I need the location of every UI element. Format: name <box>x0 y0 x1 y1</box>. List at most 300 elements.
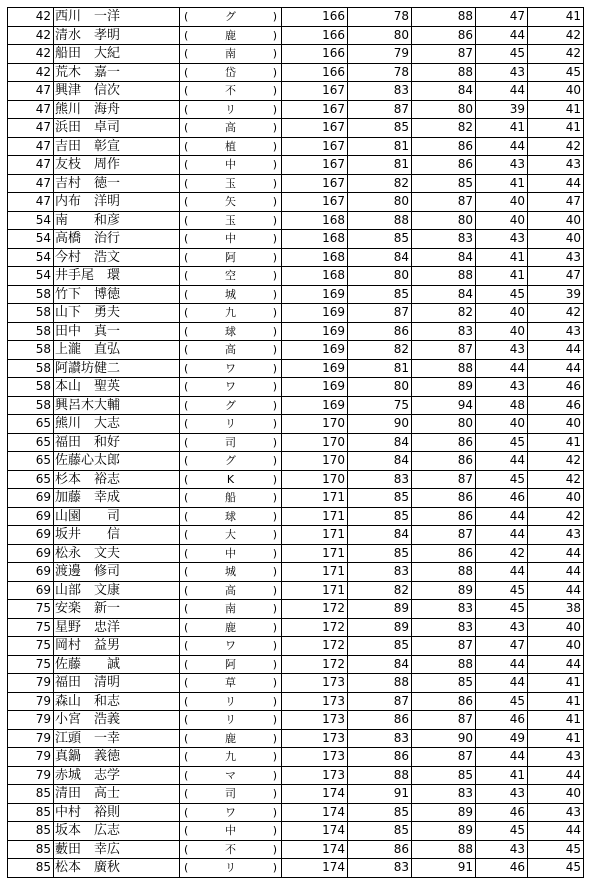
rank-cell: 75 <box>8 637 54 656</box>
close-paren: ) <box>272 10 277 24</box>
score-a-cell: 82 <box>348 174 412 193</box>
score-d-cell: 40 <box>528 489 584 508</box>
rank-cell: 42 <box>8 45 54 64</box>
score-b-cell: 86 <box>412 156 476 175</box>
open-paren: ( <box>184 10 189 24</box>
score-c-cell: 44 <box>476 507 528 526</box>
team-cell <box>180 119 282 138</box>
team-cell <box>180 26 282 45</box>
score-a-cell: 86 <box>348 840 412 859</box>
team-cell <box>180 507 282 526</box>
table-row <box>8 674 584 693</box>
open-paren: ( <box>184 361 189 375</box>
rank-cell: 47 <box>8 156 54 175</box>
player-name-cell: 熊川 海舟 <box>54 100 180 119</box>
open-paren: ( <box>184 491 189 505</box>
score-d-cell: 42 <box>528 26 584 45</box>
open-paren: ( <box>184 509 189 523</box>
close-paren: ) <box>272 47 277 61</box>
score-d-cell: 45 <box>528 840 584 859</box>
team-cell <box>180 285 282 304</box>
score-b-cell: 88 <box>412 563 476 582</box>
score-b-cell: 86 <box>412 452 476 471</box>
team-abbrev: 城 <box>225 287 236 301</box>
table-row <box>8 618 584 637</box>
player-name-cell: 田中 真一 <box>54 322 180 341</box>
score-a-cell: 82 <box>348 341 412 360</box>
rank-cell: 54 <box>8 248 54 267</box>
team-abbrev: 草 <box>225 676 236 690</box>
open-paren: ( <box>184 528 189 542</box>
score-d-cell: 41 <box>528 711 584 730</box>
score-b-cell: 88 <box>412 840 476 859</box>
score-a-cell: 80 <box>348 267 412 286</box>
rank-cell: 79 <box>8 748 54 767</box>
total-cell: 169 <box>282 285 348 304</box>
open-paren: ( <box>184 139 189 153</box>
team-cell <box>180 267 282 286</box>
total-cell: 169 <box>282 378 348 397</box>
rank-cell: 79 <box>8 711 54 730</box>
score-c-cell: 46 <box>476 489 528 508</box>
open-paren: ( <box>184 28 189 42</box>
score-b-cell: 86 <box>412 26 476 45</box>
total-cell: 170 <box>282 433 348 452</box>
rank-cell: 47 <box>8 82 54 101</box>
team-cell <box>180 711 282 730</box>
score-d-cell: 44 <box>528 655 584 674</box>
score-d-cell: 46 <box>528 378 584 397</box>
team-cell <box>180 63 282 82</box>
rank-cell: 58 <box>8 378 54 397</box>
player-name-cell: 福田 清明 <box>54 674 180 693</box>
rank-cell: 85 <box>8 840 54 859</box>
total-cell: 167 <box>282 193 348 212</box>
score-d-cell: 45 <box>528 63 584 82</box>
rank-cell: 47 <box>8 137 54 156</box>
score-a-cell: 81 <box>348 156 412 175</box>
total-cell: 171 <box>282 581 348 600</box>
open-paren: ( <box>184 121 189 135</box>
score-b-cell: 86 <box>412 489 476 508</box>
open-paren: ( <box>184 343 189 357</box>
team-cell <box>180 174 282 193</box>
score-b-cell: 86 <box>412 433 476 452</box>
table-row <box>8 507 584 526</box>
score-c-cell: 46 <box>476 803 528 822</box>
player-name-cell: 高橋 治行 <box>54 230 180 249</box>
open-paren: ( <box>184 472 189 486</box>
score-c-cell: 39 <box>476 100 528 119</box>
close-paren: ) <box>272 250 277 264</box>
close-paren: ) <box>272 139 277 153</box>
close-paren: ) <box>272 546 277 560</box>
player-name-cell: 山下 勇夫 <box>54 304 180 323</box>
rank-cell: 47 <box>8 119 54 138</box>
close-paren: ) <box>272 565 277 579</box>
team-abbrev: リ <box>225 861 236 875</box>
score-b-cell: 89 <box>412 378 476 397</box>
team-cell <box>180 600 282 619</box>
score-b-cell: 88 <box>412 8 476 27</box>
rank-cell: 79 <box>8 692 54 711</box>
player-name-cell: 阿讃坊健二 <box>54 359 180 378</box>
score-c-cell: 46 <box>476 711 528 730</box>
player-name-cell: 渡邊 修司 <box>54 563 180 582</box>
rank-cell: 58 <box>8 341 54 360</box>
score-a-cell: 85 <box>348 285 412 304</box>
team-abbrev: グ <box>225 454 236 468</box>
team-abbrev: グ <box>225 398 236 412</box>
player-name-cell: 岡村 益男 <box>54 637 180 656</box>
open-paren: ( <box>184 84 189 98</box>
total-cell: 173 <box>282 711 348 730</box>
team-cell <box>180 8 282 27</box>
team-cell <box>180 156 282 175</box>
close-paren: ) <box>272 602 277 616</box>
team-abbrev: 不 <box>225 842 236 856</box>
score-c-cell: 42 <box>476 544 528 563</box>
team-abbrev: 岱 <box>225 65 236 79</box>
team-abbrev: 高 <box>225 583 236 597</box>
score-c-cell: 45 <box>476 692 528 711</box>
rank-cell: 47 <box>8 193 54 212</box>
close-paren: ) <box>272 676 277 690</box>
team-abbrev: 矢 <box>225 195 236 209</box>
score-c-cell: 40 <box>476 211 528 230</box>
close-paren: ) <box>272 713 277 727</box>
score-c-cell: 45 <box>476 45 528 64</box>
team-abbrev: ワ <box>225 380 236 394</box>
team-abbrev: 南 <box>225 602 236 616</box>
close-paren: ) <box>272 657 277 671</box>
score-a-cell: 84 <box>348 526 412 545</box>
team-cell <box>180 378 282 397</box>
table-row <box>8 8 584 27</box>
team-cell <box>180 692 282 711</box>
table-row <box>8 526 584 545</box>
total-cell: 174 <box>282 785 348 804</box>
rank-cell: 47 <box>8 100 54 119</box>
score-b-cell: 87 <box>412 193 476 212</box>
close-paren: ) <box>272 583 277 597</box>
score-a-cell: 85 <box>348 803 412 822</box>
score-a-cell: 85 <box>348 489 412 508</box>
score-c-cell: 44 <box>476 137 528 156</box>
score-c-cell: 45 <box>476 822 528 841</box>
score-a-cell: 82 <box>348 581 412 600</box>
total-cell: 167 <box>282 100 348 119</box>
player-name-cell: 友枝 周作 <box>54 156 180 175</box>
rank-cell: 42 <box>8 63 54 82</box>
player-name-cell: 浜田 卓司 <box>54 119 180 138</box>
team-abbrev: 阿 <box>225 250 236 264</box>
score-a-cell: 86 <box>348 748 412 767</box>
score-c-cell: 43 <box>476 378 528 397</box>
total-cell: 166 <box>282 26 348 45</box>
score-b-cell: 85 <box>412 174 476 193</box>
team-cell <box>180 729 282 748</box>
open-paren: ( <box>184 250 189 264</box>
team-cell <box>180 470 282 489</box>
close-paren: ) <box>272 435 277 449</box>
team-cell <box>180 248 282 267</box>
open-paren: ( <box>184 639 189 653</box>
rank-cell: 69 <box>8 526 54 545</box>
score-c-cell: 44 <box>476 748 528 767</box>
score-d-cell: 44 <box>528 563 584 582</box>
player-name-cell: 安楽 新一 <box>54 600 180 619</box>
total-cell: 168 <box>282 267 348 286</box>
score-a-cell: 80 <box>348 26 412 45</box>
open-paren: ( <box>184 824 189 838</box>
score-c-cell: 44 <box>476 26 528 45</box>
player-name-cell: 荒木 嘉一 <box>54 63 180 82</box>
player-name-cell: 清田 高士 <box>54 785 180 804</box>
team-abbrev: 植 <box>225 139 236 153</box>
score-c-cell: 40 <box>476 415 528 434</box>
team-abbrev: 鹿 <box>225 731 236 745</box>
score-table <box>7 7 584 878</box>
score-b-cell: 87 <box>412 637 476 656</box>
total-cell: 167 <box>282 119 348 138</box>
total-cell: 167 <box>282 137 348 156</box>
table-row <box>8 785 584 804</box>
score-d-cell: 43 <box>528 156 584 175</box>
open-paren: ( <box>184 787 189 801</box>
score-d-cell: 43 <box>528 526 584 545</box>
close-paren: ) <box>272 213 277 227</box>
open-paren: ( <box>184 398 189 412</box>
score-a-cell: 84 <box>348 655 412 674</box>
score-a-cell: 83 <box>348 563 412 582</box>
score-b-cell: 83 <box>412 230 476 249</box>
close-paren: ) <box>272 195 277 209</box>
close-paren: ) <box>272 306 277 320</box>
table-row <box>8 544 584 563</box>
score-c-cell: 45 <box>476 600 528 619</box>
player-name-cell: 興津 信次 <box>54 82 180 101</box>
close-paren: ) <box>272 343 277 357</box>
score-b-cell: 89 <box>412 822 476 841</box>
score-d-cell: 44 <box>528 174 584 193</box>
table-row <box>8 748 584 767</box>
score-b-cell: 82 <box>412 119 476 138</box>
score-b-cell: 82 <box>412 304 476 323</box>
score-d-cell: 43 <box>528 322 584 341</box>
team-cell <box>180 415 282 434</box>
open-paren: ( <box>184 713 189 727</box>
close-paren: ) <box>272 176 277 190</box>
team-cell <box>180 803 282 822</box>
team-cell <box>180 193 282 212</box>
player-name-cell: 森山 和志 <box>54 692 180 711</box>
rank-cell: 58 <box>8 285 54 304</box>
rank-cell: 69 <box>8 507 54 526</box>
open-paren: ( <box>184 47 189 61</box>
team-abbrev: リ <box>225 417 236 431</box>
total-cell: 174 <box>282 840 348 859</box>
total-cell: 167 <box>282 174 348 193</box>
close-paren: ) <box>272 620 277 634</box>
team-abbrev: 鹿 <box>225 620 236 634</box>
score-c-cell: 41 <box>476 766 528 785</box>
team-abbrev: 中 <box>225 232 236 246</box>
score-a-cell: 89 <box>348 618 412 637</box>
player-name-cell: 熊川 大志 <box>54 415 180 434</box>
score-c-cell: 43 <box>476 785 528 804</box>
score-c-cell: 44 <box>476 563 528 582</box>
team-cell <box>180 637 282 656</box>
player-name-cell: 杉本 裕志 <box>54 470 180 489</box>
score-b-cell: 88 <box>412 655 476 674</box>
team-cell <box>180 137 282 156</box>
close-paren: ) <box>272 454 277 468</box>
team-cell <box>180 341 282 360</box>
close-paren: ) <box>272 287 277 301</box>
score-b-cell: 80 <box>412 100 476 119</box>
score-a-cell: 75 <box>348 396 412 415</box>
total-cell: 173 <box>282 748 348 767</box>
close-paren: ) <box>272 694 277 708</box>
open-paren: ( <box>184 65 189 79</box>
score-d-cell: 41 <box>528 729 584 748</box>
rank-cell: 42 <box>8 8 54 27</box>
score-d-cell: 42 <box>528 45 584 64</box>
score-a-cell: 87 <box>348 692 412 711</box>
close-paren: ) <box>272 842 277 856</box>
score-c-cell: 47 <box>476 637 528 656</box>
score-c-cell: 40 <box>476 322 528 341</box>
table-row <box>8 433 584 452</box>
score-b-cell: 88 <box>412 63 476 82</box>
close-paren: ) <box>272 528 277 542</box>
total-cell: 171 <box>282 563 348 582</box>
total-cell: 172 <box>282 600 348 619</box>
team-abbrev: 不 <box>225 84 236 98</box>
score-c-cell: 41 <box>476 267 528 286</box>
close-paren: ) <box>272 491 277 505</box>
open-paren: ( <box>184 435 189 449</box>
score-d-cell: 45 <box>528 859 584 878</box>
team-abbrev: 船 <box>225 491 236 505</box>
close-paren: ) <box>272 269 277 283</box>
score-c-cell: 45 <box>476 285 528 304</box>
rank-cell: 47 <box>8 174 54 193</box>
table-row <box>8 137 584 156</box>
score-d-cell: 44 <box>528 359 584 378</box>
table-row <box>8 637 584 656</box>
table-row <box>8 452 584 471</box>
score-b-cell: 87 <box>412 341 476 360</box>
score-b-cell: 84 <box>412 248 476 267</box>
score-d-cell: 38 <box>528 600 584 619</box>
team-cell <box>180 748 282 767</box>
total-cell: 170 <box>282 415 348 434</box>
rank-cell: 85 <box>8 822 54 841</box>
rank-cell: 75 <box>8 655 54 674</box>
close-paren: ) <box>272 398 277 412</box>
score-c-cell: 48 <box>476 396 528 415</box>
score-d-cell: 41 <box>528 8 584 27</box>
rank-cell: 69 <box>8 544 54 563</box>
rank-cell: 58 <box>8 322 54 341</box>
rank-cell: 65 <box>8 415 54 434</box>
score-c-cell: 43 <box>476 156 528 175</box>
player-name-cell: 坂井 信 <box>54 526 180 545</box>
rank-cell: 75 <box>8 600 54 619</box>
team-abbrev: K <box>226 472 235 486</box>
rank-cell: 42 <box>8 26 54 45</box>
close-paren: ) <box>272 84 277 98</box>
score-d-cell: 43 <box>528 248 584 267</box>
score-a-cell: 85 <box>348 119 412 138</box>
open-paren: ( <box>184 287 189 301</box>
team-cell <box>180 526 282 545</box>
score-b-cell: 87 <box>412 470 476 489</box>
team-abbrev: 大 <box>225 528 236 542</box>
player-name-cell: 吉田 彰宣 <box>54 137 180 156</box>
total-cell: 166 <box>282 63 348 82</box>
total-cell: 167 <box>282 156 348 175</box>
team-cell <box>180 304 282 323</box>
score-b-cell: 86 <box>412 137 476 156</box>
score-d-cell: 41 <box>528 692 584 711</box>
player-name-cell: 江頭 一幸 <box>54 729 180 748</box>
total-cell: 169 <box>282 322 348 341</box>
score-b-cell: 80 <box>412 211 476 230</box>
close-paren: ) <box>272 324 277 338</box>
score-d-cell: 40 <box>528 415 584 434</box>
team-abbrev: 玉 <box>225 213 236 227</box>
player-name-cell: 松永 文夫 <box>54 544 180 563</box>
rank-cell: 65 <box>8 452 54 471</box>
score-a-cell: 80 <box>348 378 412 397</box>
rank-cell: 58 <box>8 304 54 323</box>
table-row <box>8 267 584 286</box>
team-cell <box>180 100 282 119</box>
score-d-cell: 43 <box>528 748 584 767</box>
score-b-cell: 89 <box>412 803 476 822</box>
score-d-cell: 42 <box>528 304 584 323</box>
score-d-cell: 41 <box>528 674 584 693</box>
score-d-cell: 42 <box>528 452 584 471</box>
table-row <box>8 82 584 101</box>
open-paren: ( <box>184 583 189 597</box>
team-abbrev: 中 <box>225 546 236 560</box>
team-cell <box>180 544 282 563</box>
score-d-cell: 39 <box>528 285 584 304</box>
total-cell: 172 <box>282 618 348 637</box>
total-cell: 170 <box>282 452 348 471</box>
total-cell: 169 <box>282 304 348 323</box>
player-name-cell: 本山 聖英 <box>54 378 180 397</box>
table-row <box>8 803 584 822</box>
close-paren: ) <box>272 824 277 838</box>
player-name-cell: 佐藤心太郎 <box>54 452 180 471</box>
player-name-cell: 今村 浩文 <box>54 248 180 267</box>
table-row <box>8 655 584 674</box>
table-row <box>8 692 584 711</box>
score-c-cell: 41 <box>476 174 528 193</box>
score-d-cell: 47 <box>528 193 584 212</box>
close-paren: ) <box>272 158 277 172</box>
total-cell: 173 <box>282 674 348 693</box>
score-a-cell: 79 <box>348 45 412 64</box>
open-paren: ( <box>184 176 189 190</box>
score-c-cell: 44 <box>476 82 528 101</box>
team-cell <box>180 452 282 471</box>
